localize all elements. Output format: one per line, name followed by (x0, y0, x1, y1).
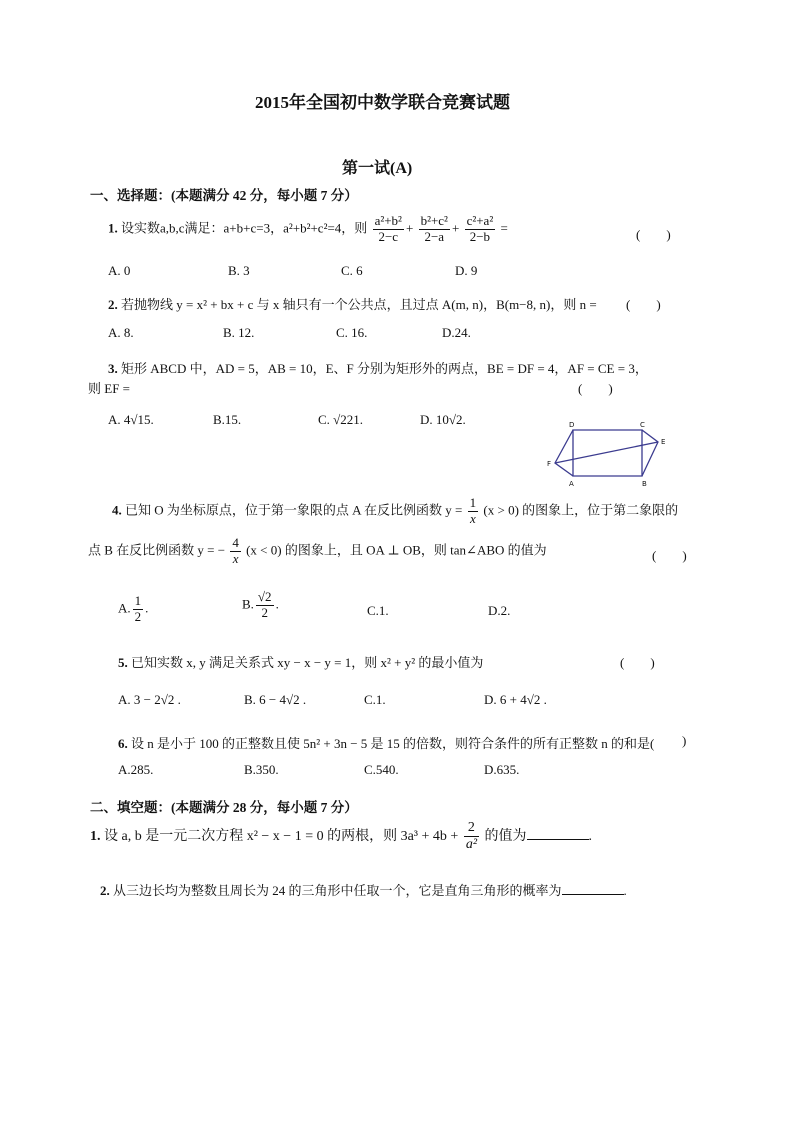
question-number: 2. (108, 297, 118, 312)
answer-paren: ( ) (578, 381, 613, 396)
answer-paren-close: ) (682, 733, 687, 748)
option-b: B. 6 − 4√2 . (244, 692, 307, 707)
option-b: B. 12. (223, 325, 255, 340)
period: . (588, 828, 593, 844)
option-a (118, 594, 148, 625)
numerator: 1 (469, 495, 477, 510)
option-a: A. 0 (108, 263, 131, 278)
numerator: √2 (257, 589, 272, 604)
fraction (464, 820, 479, 853)
question-text: 矩形 ABCD 中，AD = 5，AB = 10，E、F 分别为矩形外的两点，BE = DF = 4，AF = CE = 3， (121, 361, 648, 376)
fraction (465, 214, 496, 245)
answer-blank[interactable] (527, 828, 589, 840)
question-text: 已知实数 x, y 满足关系式 xy − x − y = 1，则 x² + y² 的最小值为 (131, 655, 484, 670)
option-a: A.285. (118, 762, 154, 777)
rectangle-abcd (573, 430, 642, 476)
question-text: 若抛物线 y = x² + bx + c 与 x 轴只有一个公共点，且过点 A(m, n)，B(m−8, n)，则 n = (121, 297, 597, 312)
option-b: B. 3 (228, 263, 250, 278)
option-period: . (145, 600, 149, 616)
answer-paren: ( ) (620, 655, 655, 670)
question-text: 的值为 (484, 828, 527, 844)
question-text: 点 B 在反比例函数 y = − (88, 542, 226, 558)
question-3-continued: 则 EF = (88, 381, 131, 396)
question-4-line1 (112, 496, 678, 527)
denominator: 2 (134, 608, 142, 624)
fraction (256, 590, 274, 621)
option-c: C. 16. (336, 325, 368, 340)
denominator: 2−a (424, 228, 445, 244)
denominator: 2−c (378, 228, 399, 244)
fraction (419, 214, 450, 245)
question-text: 设实数a,b,c满足：a+b+c=3，a²+b²+c²=4，则 (121, 220, 368, 236)
denominator: a² (465, 837, 478, 853)
label-d: D (569, 421, 575, 429)
label-f: F (547, 460, 552, 468)
fraction (133, 594, 144, 625)
question-5 (118, 652, 483, 671)
question-text: (x < 0) 的图象上，且 OA ⊥ OB，则 tan∠ABO 的值为 (246, 542, 547, 558)
option-c: C. 6 (341, 263, 363, 278)
section1-heading: 一、选择题：(本题满分 42 分，每小题 7 分） (90, 188, 358, 203)
page-title: 2015年全国初中数学联合竞赛试题 (255, 93, 510, 112)
question-6 (118, 733, 654, 752)
option-d: D.2. (488, 603, 511, 618)
period: . (623, 883, 627, 898)
question-number: 4. (112, 502, 122, 518)
equals-sign: = (500, 220, 508, 236)
question-1: 1. 设实数a,b,c满足：a+b+c=3，a²+b²+c²=4，则 $\frac{\text{a²+b²}}{2-c}$ + $\frac{\text{b²+c²}}{2-a}$ + $\frac{\text{c²+a²}}{2-b}$ = (108, 213, 508, 244)
answer-paren: ( ) (626, 297, 661, 312)
hexagon-outline-right (642, 430, 658, 476)
option-d: D.635. (484, 762, 520, 777)
question-text: 设 a, b 是一元二次方程 x² − x − 1 = 0 的两根，则 3a³ + 4b + (104, 828, 459, 844)
question-3 (108, 358, 648, 377)
denominator: x (470, 510, 476, 526)
question-number: 6. (118, 736, 128, 751)
question-text: 设 n 是小于 100 的正整数且使 5n² + 3n − 5 是 15 的倍数，则符合条件的所有正整数 n 的和是( (131, 736, 655, 751)
option-c: C.1. (367, 603, 389, 618)
option-letter: B. (242, 596, 254, 612)
fill-question-2 (100, 880, 627, 899)
question-number: 2. (100, 883, 110, 898)
denominator: x (232, 550, 239, 566)
option-d: D. 6 + 4√2 . (484, 692, 547, 707)
option-b: B.15. (213, 412, 242, 427)
hexagon-outline (555, 430, 573, 476)
option-period: . (275, 596, 279, 612)
label-a: A (569, 480, 574, 488)
numerator: a²+b² (374, 213, 402, 228)
option-d: D. 9 (455, 263, 478, 278)
question-text: 已知 O 为坐标原点，位于第一象限的点 A 在反比例函数 y = (125, 502, 463, 518)
option-c: C.540. (364, 762, 399, 777)
option-d: D.24. (442, 325, 471, 340)
fraction (468, 496, 479, 527)
answer-paren: ( ) (636, 227, 671, 242)
answer-paren: ( ) (652, 548, 687, 563)
numerator: b²+c² (420, 213, 448, 228)
numerator: 4 (232, 535, 239, 550)
numerator: 2 (464, 820, 479, 837)
label-b: B (642, 480, 647, 488)
fraction (230, 536, 241, 567)
option-a: A. 4√15. (108, 412, 154, 427)
question-4-line2 (88, 536, 547, 567)
option-b: B.350. (244, 762, 279, 777)
exam-subtitle: 第一试(A) (342, 160, 413, 177)
numerator: c²+a² (466, 213, 494, 228)
section2-heading: 二、填空题：(本题满分 28 分，每小题 7 分） (90, 800, 358, 815)
question-text: 从三边长均为整数且周长为 24 的三角形中任取一个，它是直角三角形的概率为 (113, 883, 562, 898)
option-c: C. √221. (318, 412, 364, 427)
question-number: 1. (108, 220, 118, 236)
rectangle-figure (545, 420, 675, 490)
fraction (373, 214, 404, 245)
question-number: 5. (118, 655, 128, 670)
option-c: C.1. (364, 692, 386, 707)
fill-question-1 (90, 820, 592, 853)
denominator: 2−b (469, 228, 491, 244)
answer-blank[interactable] (562, 883, 624, 895)
denominator: 2 (261, 604, 268, 620)
question-text: (x > 0) 的图象上，位于第二象限的 (483, 502, 679, 518)
question-number: 1. (90, 828, 101, 844)
option-b (242, 590, 279, 621)
option-d: D. 10√2. (420, 412, 466, 427)
question-number: 3. (108, 361, 118, 376)
option-a: A. 3 − 2√2 . (118, 692, 181, 707)
label-c: C (640, 421, 645, 429)
question-2 (108, 294, 597, 313)
option-letter: A. (118, 600, 131, 616)
option-a: A. 8. (108, 325, 134, 340)
numerator: 1 (134, 593, 142, 608)
label-e: E (661, 438, 666, 446)
